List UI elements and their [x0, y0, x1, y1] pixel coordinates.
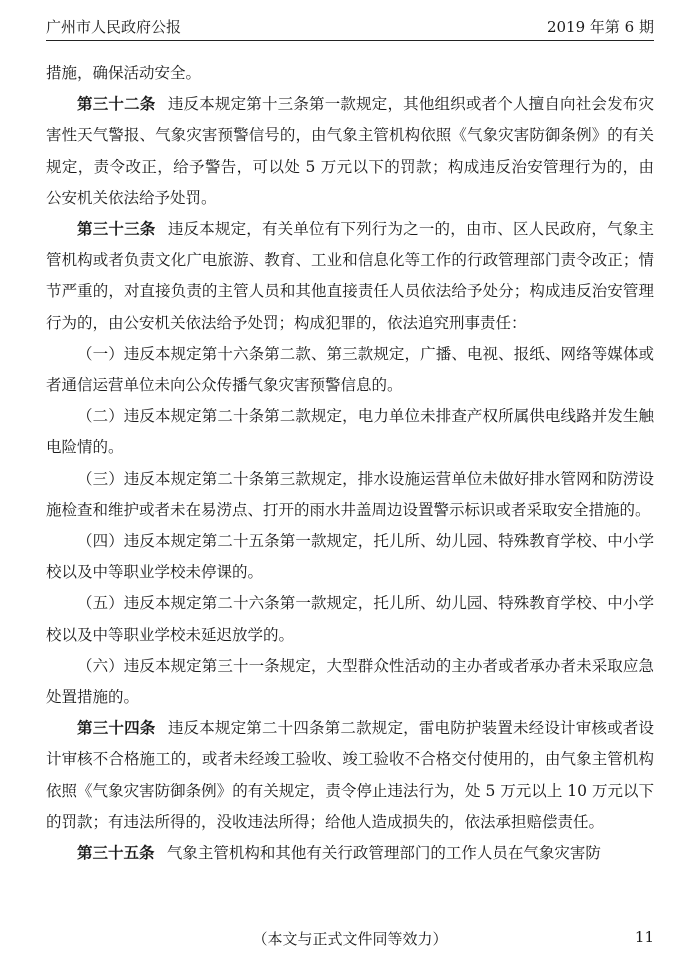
list-item-3 — [46, 464, 654, 526]
article-title: 第三十四条 — [77, 719, 156, 738]
document-body — [46, 58, 654, 869]
publication-title: 广州市人民政府公报 — [46, 17, 182, 36]
paragraph-text: （二）违反本规定第二十条第二款规定，电力单位未排查产权所属供电线路并发生触电险情的。 — [46, 407, 654, 457]
paragraph-0 — [46, 58, 654, 89]
paragraph-text: （四）违反本规定第二十五条第一款规定，托儿所、幼儿园、特殊教育学校、中小学校以及中等职业学校未停课的。 — [46, 532, 654, 582]
paragraph-text: （五）违反本规定第二十六条第一款规定，托儿所、幼儿园、特殊教育学校、中小学校以及中等职业学校未延迟放学的。 — [46, 594, 654, 644]
paragraph-text: 措施，确保活动安全。 — [46, 64, 202, 82]
paragraph-text: 气象主管机构和其他有关行政管理部门的工作人员在气象灾害防 — [166, 844, 601, 863]
article-35 — [46, 838, 654, 869]
list-item-5 — [46, 588, 654, 650]
paragraph-text: 违反本规定第二十四条第二款规定，雷电防护装置未经设计审核或者设计审核不合格施工的，或者未经竣工验收、竣工验收不合格交付使用的，由气象主管机构依照《气象灾害防御条例》的有关规定，责令停止违法行为，处 5 万元以上 10 万元以下的罚款；有违法所得的，没收违法所得；给他人造成损失的，依法承担赔偿责任。 — [46, 719, 654, 831]
page-footer — [46, 928, 654, 952]
article-34 — [46, 713, 654, 838]
paragraph-text: 违反本规定第十三条第一款规定，其他组织或者个人擅自向社会发布灾害性天气警报、气象灾害预警信号的，由气象主管机构依照《气象灾害防御条例》的有关规定，责令改正，给予警告，可以处 5 万元以下的罚款；构成违反治安管理行为的，由公安机关依法给予处罚。 — [46, 95, 654, 207]
article-title: 第三十二条 — [77, 95, 156, 114]
issue-number: 2019 年第 6 期 — [546, 17, 654, 36]
list-item-4 — [46, 526, 654, 588]
list-item-1 — [46, 339, 654, 401]
paragraph-text: （六）违反本规定第三十一条规定，大型群众性活动的主办者或者承办者未采取应急处置措施的。 — [46, 656, 654, 707]
article-title: 第三十三条 — [77, 220, 156, 239]
page-number: 11 — [634, 928, 654, 946]
paragraph-text: （三）违反本规定第二十条第三款规定，排水设施运营单位未做好排水管网和防涝设施检查和维护或者未在易涝点、打开的雨水井盖周边设置警示标识或者采取安全措施的。 — [46, 469, 654, 519]
page-header — [46, 12, 654, 41]
article-title: 第三十五条 — [77, 844, 155, 863]
validity-note: （本文与正式文件同等效力） — [252, 930, 448, 948]
list-item-6 — [46, 651, 654, 713]
paragraph-text: （一）违反本规定第十六条第二款、第三款规定，广播、电视、报纸、网络等媒体或者通信运营单位未向公众传播气象灾害预警信息的。 — [46, 344, 654, 395]
list-item-2 — [46, 401, 654, 463]
article-33 — [46, 214, 654, 339]
paragraph-text: 违反本规定，有关单位有下列行为之一的，由市、区人民政府，气象主管机构或者负责文化广电旅游、教育、工业和信息化等工作的行政管理部门责令改正；情节严重的，对直接负责的主管人员和其他直接责任人员依法给予处分；构成违反治安管理行为的，由公安机关依法给予处罚；构成犯罪的，依法追究刑事责任： — [46, 220, 654, 332]
article-32 — [46, 89, 654, 214]
